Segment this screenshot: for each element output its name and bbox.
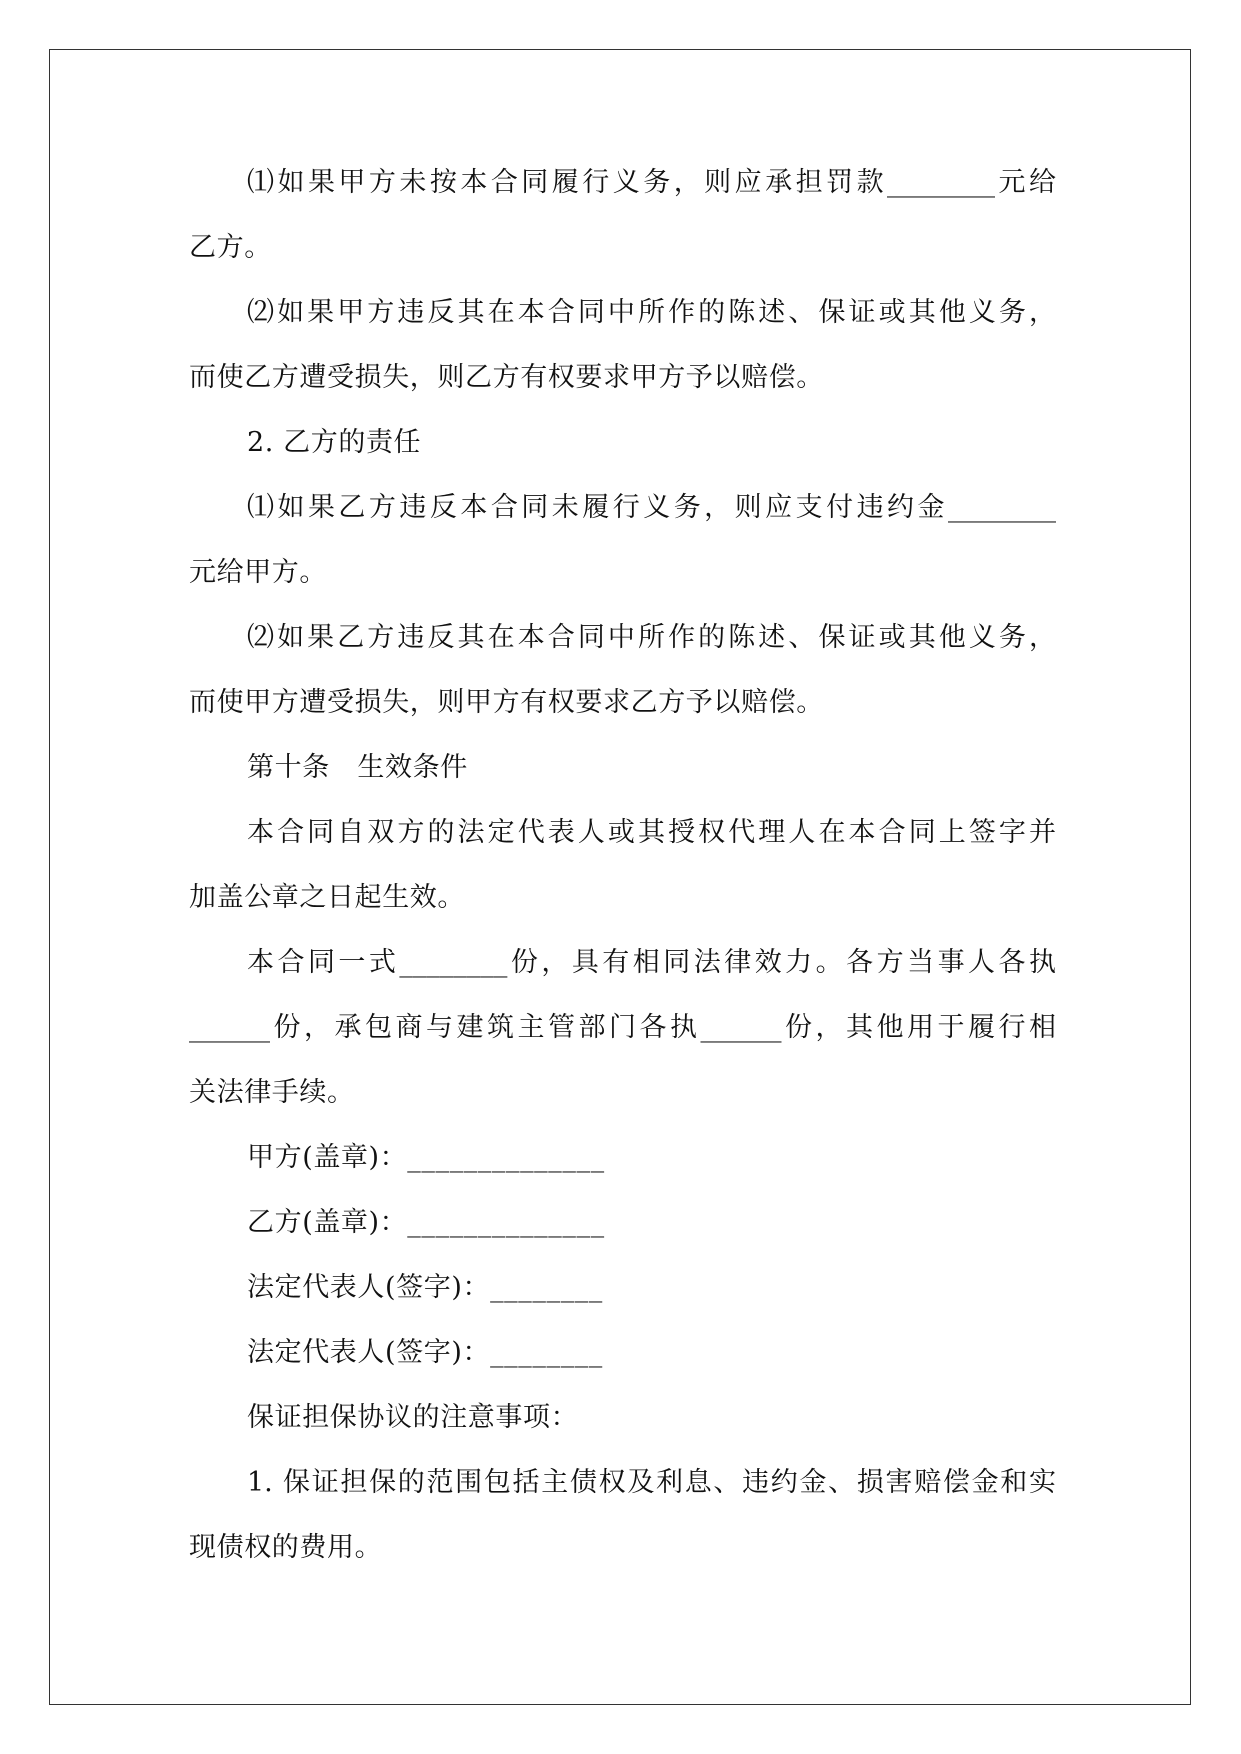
clause-party-b-penalty: ⑴如果乙方违反本合同未履行义务，则应支付违约金________ — [247, 492, 1056, 523]
clause-party-a-penalty-cont: 乙方。 — [189, 232, 272, 263]
party-a-seal-line: 甲方(盖章)：______________ — [247, 1142, 605, 1173]
legal-rep-signature-line-2: 法定代表人(签字)：________ — [247, 1337, 603, 1368]
section-party-b-liability: 2. 乙方的责任 — [247, 427, 422, 458]
clause-party-a-penalty: ⑴如果甲方未按本合同履行义务，则应承担罚款________元给 — [247, 167, 1056, 198]
copies-clause-end: 关法律手续。 — [189, 1077, 355, 1108]
note-item-1-cont: 现债权的费用。 — [189, 1532, 383, 1563]
notes-heading: 保证担保协议的注意事项： — [247, 1402, 579, 1433]
party-b-seal-line: 乙方(盖章)：______________ — [247, 1207, 605, 1238]
copies-clause: 本合同一式________份，具有相同法律效力。各方当事人各执 — [247, 947, 1056, 978]
copies-clause-cont: ______份，承包商与建筑主管部门各执______份，其他用于履行相 — [189, 1012, 1056, 1043]
legal-rep-signature-line-1: 法定代表人(签字)：________ — [247, 1272, 603, 1303]
clause-party-b-breach-cont: 而使甲方遭受损失，则甲方有权要求乙方予以赔偿。 — [189, 687, 824, 718]
clause-party-a-breach-cont: 而使乙方遭受损失，则乙方有权要求甲方予以赔偿。 — [189, 362, 824, 393]
article-ten-heading: 第十条 生效条件 — [247, 752, 468, 783]
clause-party-b-penalty-cont: 元给甲方。 — [189, 557, 327, 588]
effective-clause-cont: 加盖公章之日起生效。 — [189, 882, 465, 913]
effective-clause: 本合同自双方的法定代表人或其授权代理人在本合同上签字并 — [247, 817, 1056, 848]
clause-party-a-breach: ⑵如果甲方违反其在本合同中所作的陈述、保证或其他义务， — [247, 297, 1056, 328]
note-item-1: 1. 保证担保的范围包括主债权及利息、违约金、损害赔偿金和实 — [247, 1467, 1056, 1498]
clause-party-b-breach: ⑵如果乙方违反其在本合同中所作的陈述、保证或其他义务， — [247, 622, 1056, 653]
